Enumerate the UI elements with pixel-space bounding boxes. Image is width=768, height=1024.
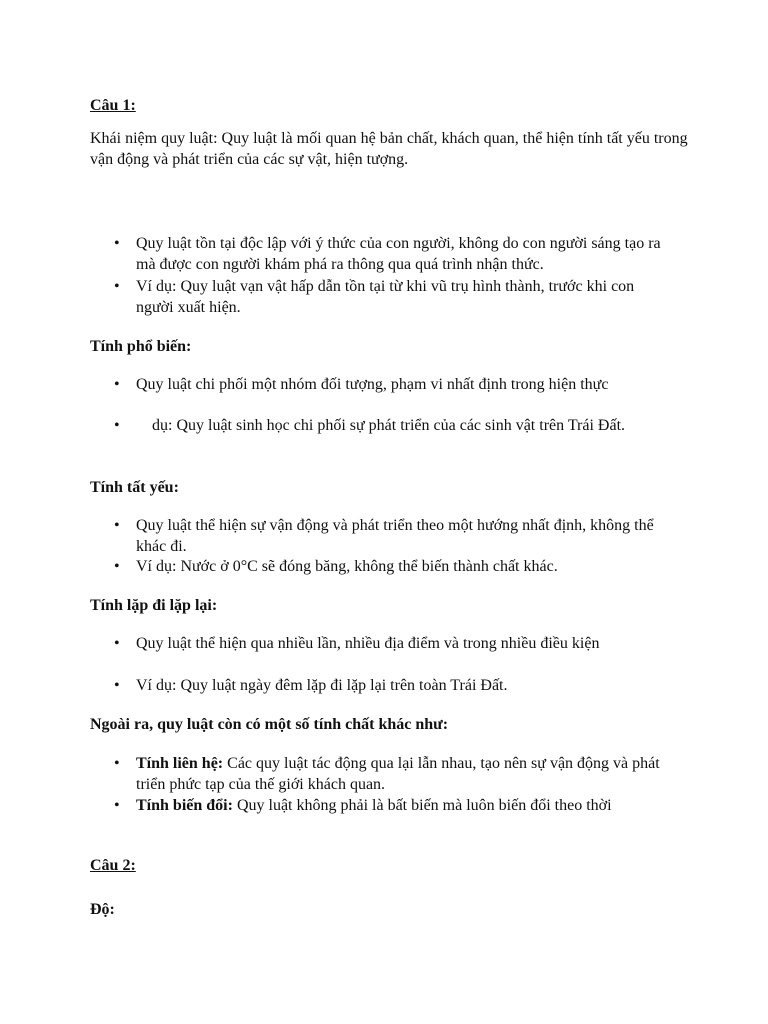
list-item [108,233,668,275]
question-1-title: Câu 1: [90,97,136,114]
list-item-text: Ví dụ: Quy luật vạn vật hấp dẫn tồn tại từ khi vũ trụ hình thành, trước khi con người xuất hiện. [136,278,635,316]
bullet-icon: • [114,558,120,575]
list-item [108,415,668,436]
list-item [108,795,668,816]
list-item [108,556,668,577]
list-item-text: Các quy luật tác động qua lại lẫn nhau, tạo nên sự vận động và phát triển phức tạp của thế giới khách quan. [136,755,660,793]
list-item-text: Ví dụ: Quy luật ngày đêm lặp đi lặp lại trên toàn Trái Đất. [136,677,508,694]
list-item-text: Quy luật thể hiện sự vận động và phát triển theo một hướng nhất định, không thể khác đi. [136,517,654,555]
bullet-icon: • [114,376,120,393]
list-item-text: Quy luật chi phối một nhóm đối tượng, phạm vi nhất định trong hiện thực [136,376,609,393]
list-item-text: Quy luật không phải là bất biến mà luôn biến đổi theo thời [232,797,612,814]
bullet-icon: • [114,755,120,772]
list-item [108,633,668,654]
bullet-icon: • [114,517,120,534]
section-heading-universal: Tính phổ biến: [90,338,192,355]
list-item-text: dụ: Quy luật sinh học chi phối sự phát triển của các sinh vật trên Trái Đất. [136,417,626,434]
list-item [108,515,668,557]
bullet-icon: • [114,635,120,652]
bullet-icon: • [114,677,120,694]
term-label: Tính liên hệ: [136,755,224,772]
list-item [108,753,668,795]
list-item [108,374,668,395]
law-concept-paragraph: Khái niệm quy luật: Quy luật là mối quan hệ bản chất, khách quan, thể hiện tính tất yếu trong vận động và phát triển của các sự vật, hiện tượng. [90,130,688,168]
list-item [108,276,668,318]
list-item [108,675,668,696]
section-heading-repetition: Tính lặp đi lặp lại: [90,597,218,614]
list-item-text: Ví dụ: Nước ở 0°C sẽ đóng băng, không thể biến thành chất khác. [136,558,558,575]
section-heading-necessity: Tính tất yếu: [90,479,179,496]
bullet-icon: • [114,278,120,295]
question-2-title: Câu 2: [90,857,136,874]
bullet-icon: • [114,235,120,252]
question-2-subheading: Độ: [90,901,115,918]
list-item-text: Quy luật thể hiện qua nhiều lần, nhiều địa điểm và trong nhiều điều kiện [136,635,600,652]
term-label: Tính biến đổi: [136,797,233,814]
bullet-icon: • [114,797,120,814]
bullet-icon: • [114,417,120,434]
section-heading-other: Ngoài ra, quy luật còn có một số tính chất khác như: [90,716,449,733]
list-item-text: Quy luật tồn tại độc lập với ý thức của con người, không do con người sáng tạo ra mà được con người khám phá ra thông qua quá trình nhận thức. [136,235,661,273]
